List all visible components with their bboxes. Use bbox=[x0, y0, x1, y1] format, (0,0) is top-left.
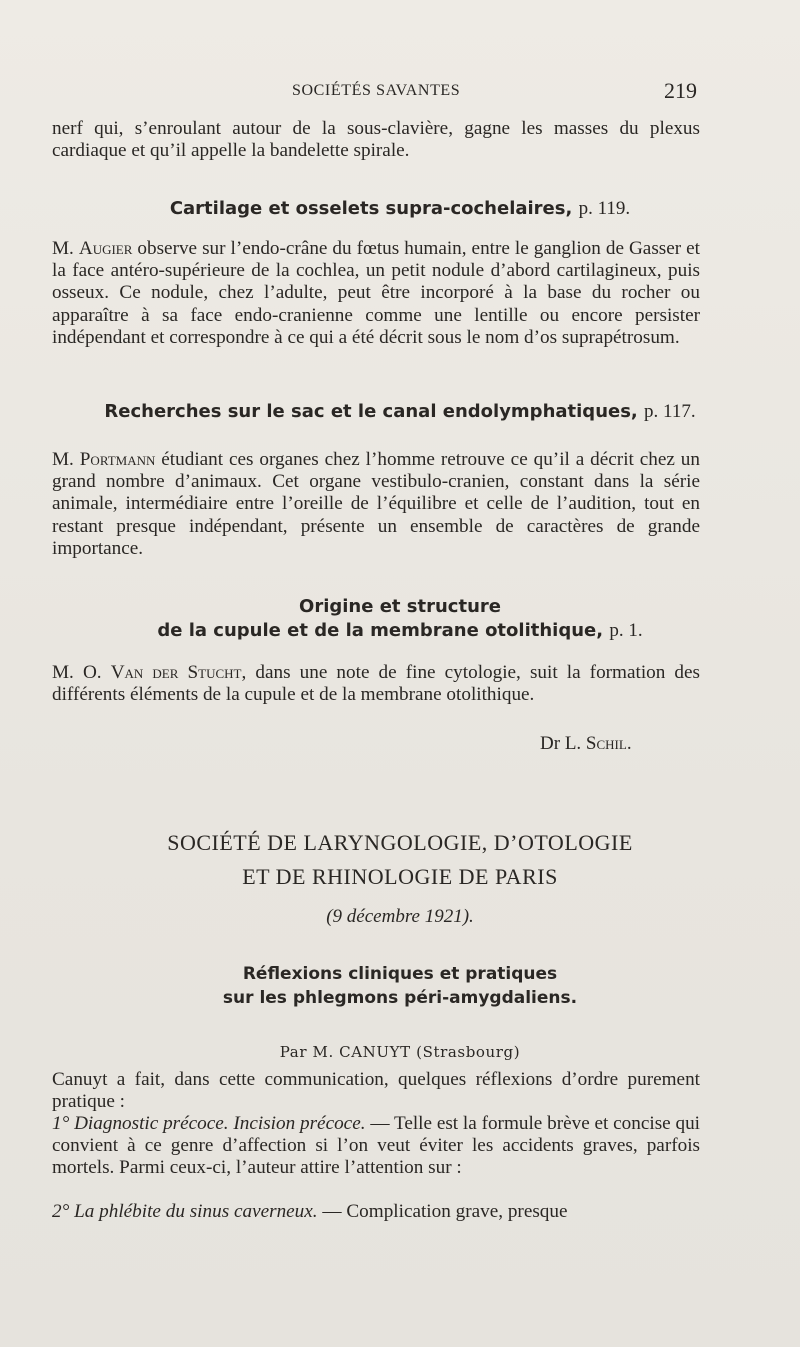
paragraph-text: nerf qui, s’enroulant autour de la sous-clavière, gagne les masses du plexus cardiaque et qu’il appelle la bandelette spirale. bbox=[52, 118, 700, 162]
signature bbox=[540, 733, 632, 755]
point-label: 1° Diagnostic précoce. Incision précoce. bbox=[52, 1113, 366, 1134]
section-title-line2: sur les phlegmons péri-amygdaliens. bbox=[222, 988, 578, 1008]
society-line1: SOCIÉTÉ DE LARYNGOLOGIE, D’OTOLOGIE bbox=[167, 830, 633, 855]
section-heading-cartilage bbox=[0, 197, 800, 221]
paragraph-point-2 bbox=[52, 1201, 700, 1223]
section-heading-reflexions bbox=[0, 962, 800, 1010]
section-heading-origine bbox=[0, 595, 800, 643]
session-date: (9 décembre 1921). bbox=[326, 906, 474, 927]
speaker-prefix: M. bbox=[52, 238, 79, 259]
section-title-line1: Origine et structure bbox=[299, 596, 501, 617]
paragraph-canuyt bbox=[52, 1069, 700, 1113]
paragraph-point-1 bbox=[52, 1113, 700, 1180]
paragraph-text: observe sur l’endo-crâne du fœtus humain, entre le ganglion de Gasser et la face antéro-supérieure de la cochlea, un petit nodule d’abord cartilagineux, puis osseux. Ce nodule, chez l’adulte, peut être incorporé à la base du rocher ou apparaître à sa face endo-cranienne comme une lentille ou encore persister indépendant et correspondre à ce qui a été décrit sous le nom d’os suprapétrosum. bbox=[52, 238, 700, 348]
speaker-name: Portmann bbox=[79, 449, 156, 470]
paragraph-text: — Complication grave, presque bbox=[317, 1201, 568, 1222]
paragraph-van-der-stucht bbox=[52, 662, 700, 706]
section-page-ref: p. 119. bbox=[578, 198, 631, 219]
section-heading-recherches bbox=[0, 400, 800, 424]
paragraph-text: , dans une note de fine cytologie, suit la formation des différents éléments de la cupule et de la membrane otolithique. bbox=[52, 662, 701, 706]
running-title: SOCIÉTÉS SAVANTES bbox=[292, 82, 461, 99]
section-page-ref: p. 117. bbox=[644, 401, 696, 422]
paragraph-portmann bbox=[52, 449, 700, 560]
author-line: Par M. CANUYT (Strasbourg) bbox=[279, 1043, 521, 1061]
section-title-line2: de la cupule et de la membrane otolithique, bbox=[157, 620, 604, 641]
signature-name: L. Schil. bbox=[564, 733, 632, 754]
section-page-ref: p. 1. bbox=[609, 620, 643, 641]
paragraph-text: Canuyt a fait, dans cette communication, quelques réflexions d’ordre purement pratique : bbox=[52, 1069, 700, 1113]
speaker-prefix: M. bbox=[52, 449, 80, 470]
paragraph-intro bbox=[52, 118, 700, 162]
paragraph-augier bbox=[52, 238, 700, 349]
point-label: 2° La phlébite du sinus caverneux. bbox=[52, 1201, 318, 1222]
section-title: Cartilage et osselets supra-cochelaires, bbox=[169, 198, 573, 219]
page-number: 219 bbox=[664, 78, 697, 103]
paragraph-text: étudiant ces organes chez l’homme retrouve ce qu’il a décrit chez un grand nombre d’animaux. Cet organe vestibulo-cranien, constant dans la série animale, intermédiaire entre l’oreille de l’équilibre et celle de l’audition, tout en restant presque indépendant, présente un ensemble de caractères de grande importance. bbox=[52, 449, 700, 559]
running-header bbox=[0, 78, 800, 106]
speaker-prefix: M. O. bbox=[52, 662, 111, 683]
section-title: Recherches sur le sac et le canal endolymphatiques, bbox=[104, 401, 638, 422]
society-line2: ET DE RHINOLOGIE DE PARIS bbox=[242, 864, 558, 889]
society-heading bbox=[0, 826, 800, 894]
speaker-name: Augier bbox=[78, 238, 133, 259]
speaker-name: Van der Stucht bbox=[110, 662, 242, 683]
paragraph-text: — Telle est la formule brève et concise qui convient à ce genre d’affection si l’on veut éviter les accidents graves, parfois mortels. Parmi ceux-ci, l’auteur attire l’attention sur : bbox=[52, 1113, 701, 1179]
signature-title: Dr bbox=[540, 733, 561, 754]
section-title-line1: Réflexions cliniques et pratiques bbox=[242, 964, 558, 984]
